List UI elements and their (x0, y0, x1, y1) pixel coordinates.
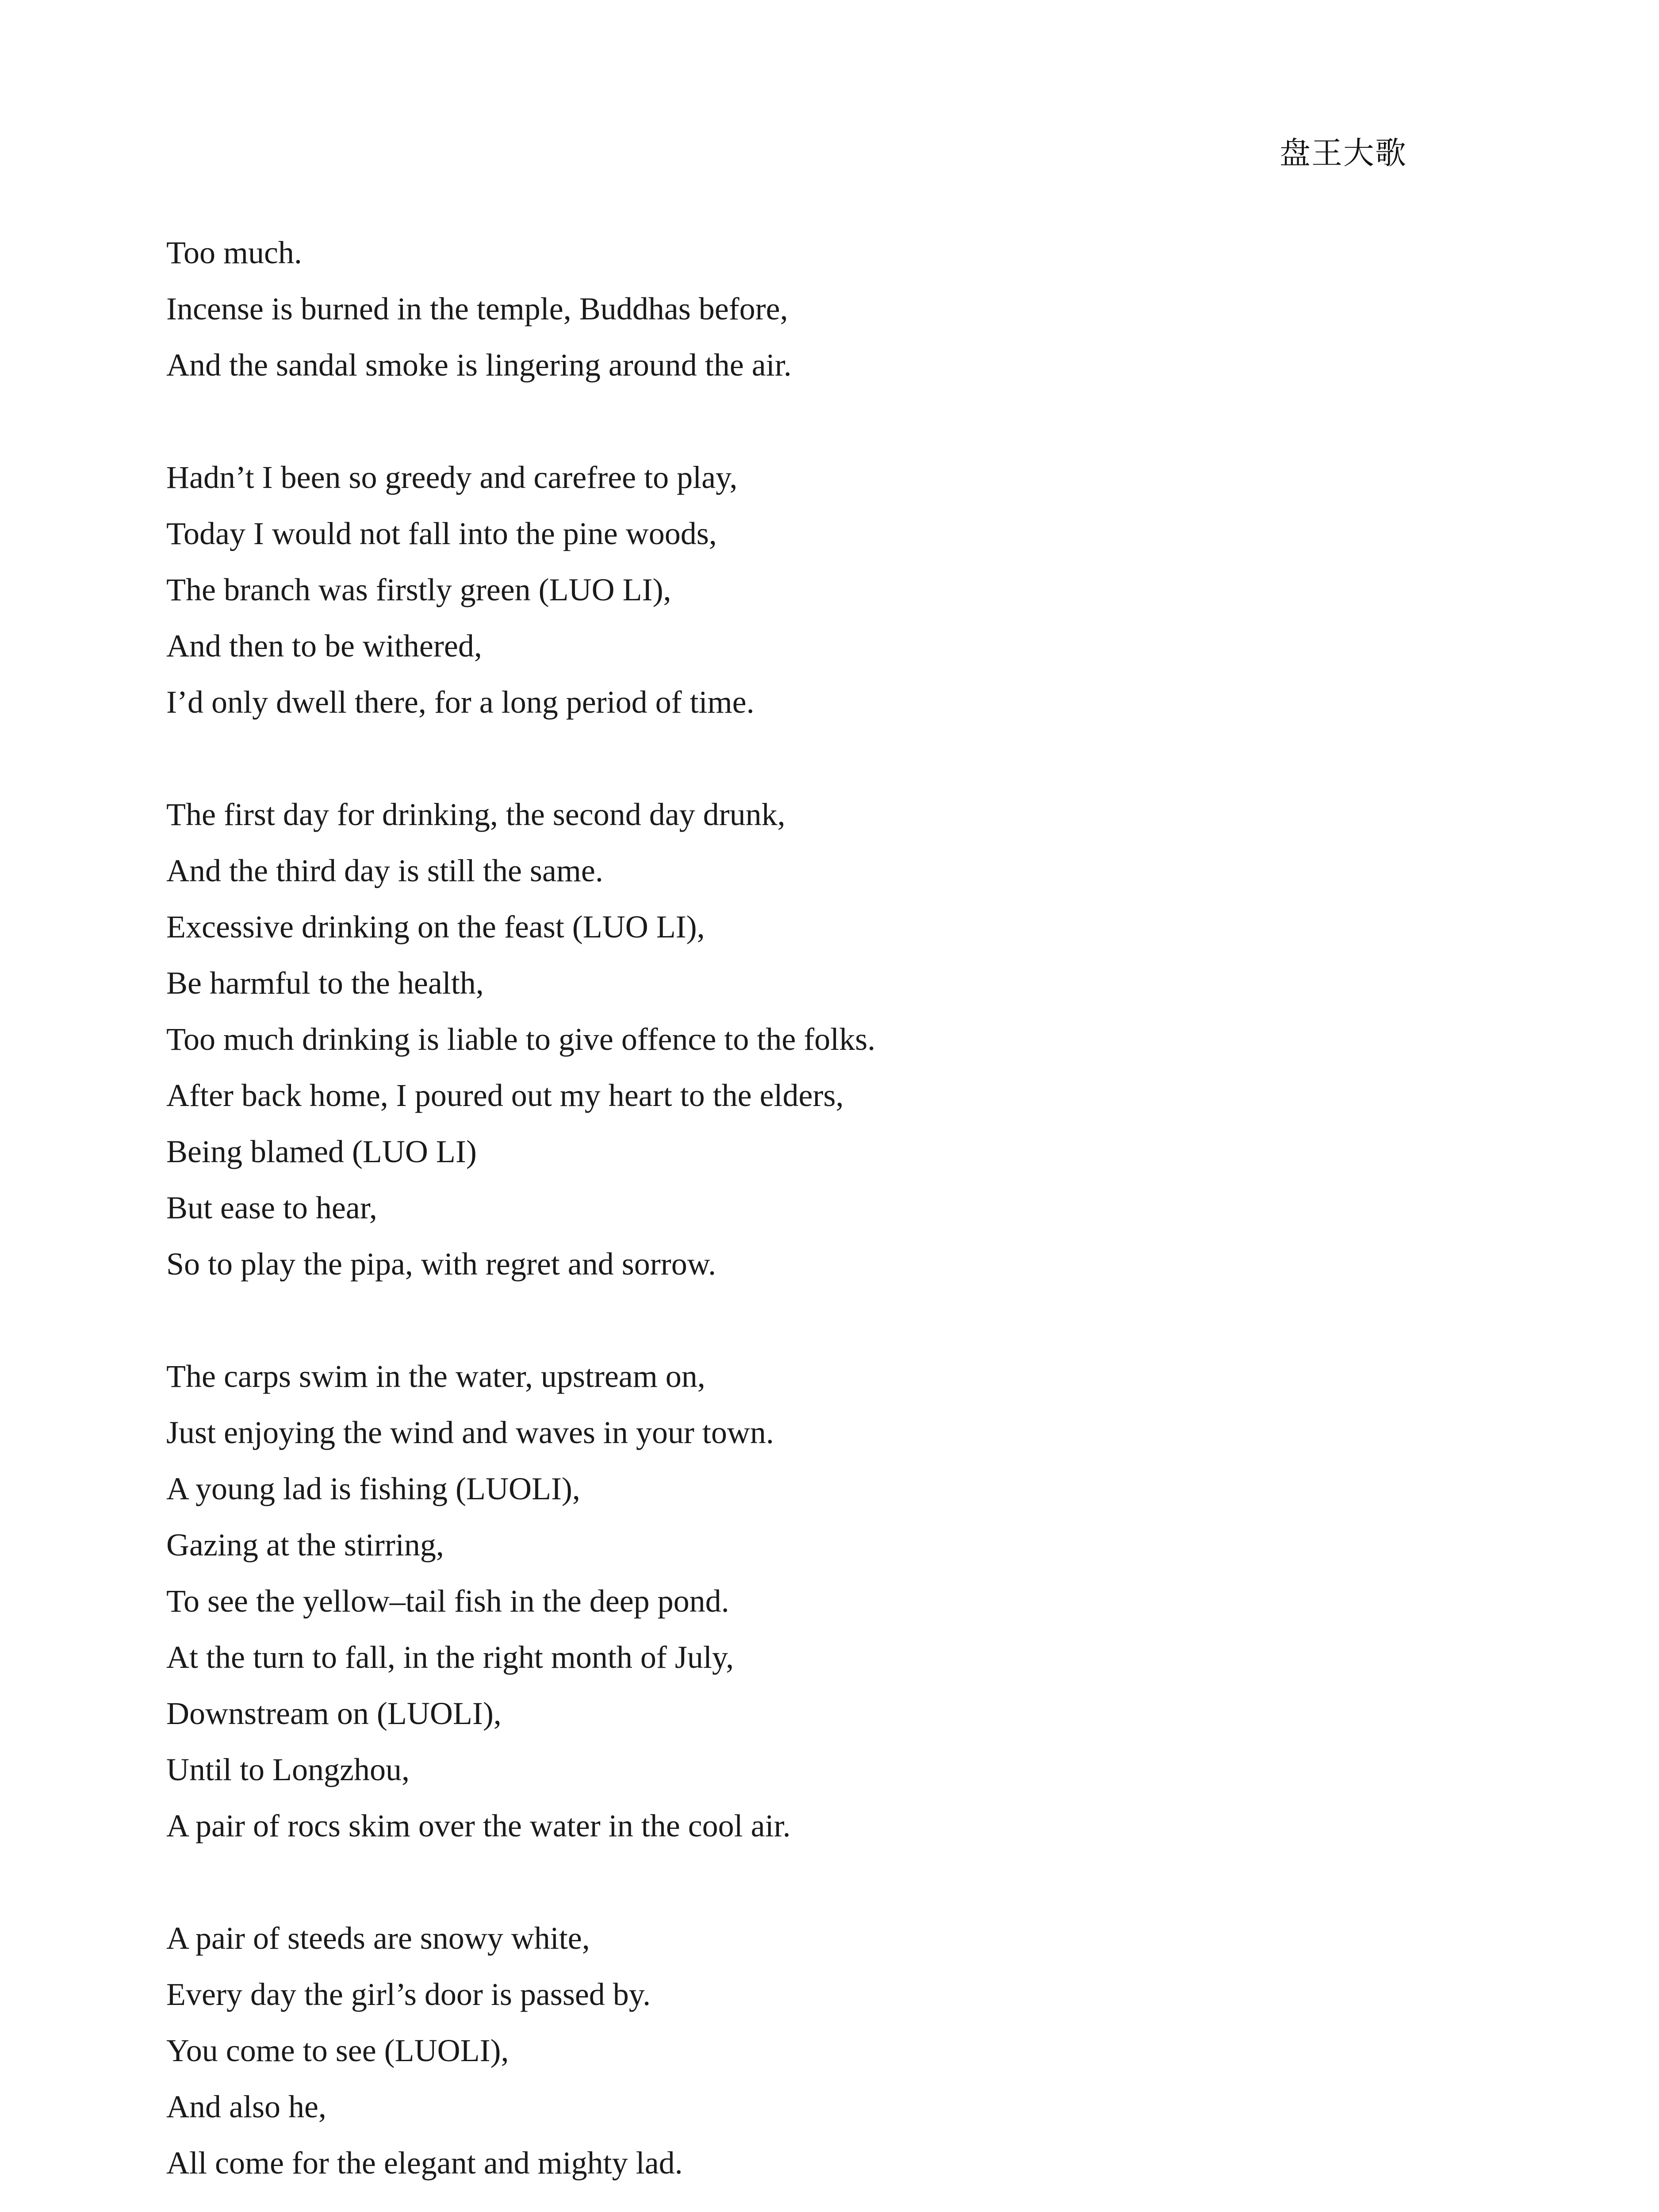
poem-line: Just enjoying the wind and waves in your town. (166, 1415, 774, 1450)
poem-line: A pair of steeds are snowy white, (166, 1920, 590, 1956)
poem-line: Gazing at the stirring, (166, 1527, 444, 1563)
poem-line: The branch was firstly green (LUO LI), (166, 572, 671, 607)
poem-line: Incense is burned in the temple, Buddhas before, (166, 291, 788, 326)
poem-line: Downstream on (LUOLI), (166, 1696, 502, 1731)
poem-line: To see the yellow–tail fish in the deep pond. (166, 1583, 729, 1619)
poem-line: I’d only dwell there, for a long period of time. (166, 684, 755, 720)
poem-line: A pair of rocs skim over the water in the cool air. (166, 1808, 791, 1843)
poem-line: But ease to hear, (166, 1190, 377, 1225)
poem-line: And the third day is still the same. (166, 853, 603, 888)
poem-line: You come to see (LUOLI), (166, 2033, 509, 2068)
poem-line: A young lad is fishing (LUOLI), (166, 1471, 580, 1506)
poem-line: Being blamed (LUO LI) (166, 1134, 477, 1169)
poem-line: Today I would not fall into the pine woods, (166, 516, 717, 551)
poem-line: Hadn’t I been so greedy and carefree to play, (166, 460, 738, 495)
poem-line: The first day for drinking, the second day drunk, (166, 797, 785, 832)
poem-line: And the sandal smoke is lingering around the air. (166, 347, 792, 383)
stanza-5 (166, 1910, 1449, 2191)
poem-line: The carps swim in the water, upstream on, (166, 1359, 705, 1394)
stanza-1 (166, 225, 1449, 393)
poem-line: And also he, (166, 2089, 326, 2124)
poem-line: Until to Longzhou, (166, 1752, 410, 1787)
stanza-3 (166, 787, 1449, 1292)
poem-line: All come for the elegant and mighty lad. (166, 2145, 683, 2181)
running-header-title: 盘王大歌 (1280, 135, 1407, 171)
poem-line: Too much. (166, 235, 302, 270)
poem-body (166, 225, 1449, 2212)
stanza-2 (166, 449, 1449, 730)
poem-line: Excessive drinking on the feast (LUO LI), (166, 909, 705, 945)
poem-line: So to play the pipa, with regret and sorrow. (166, 1246, 716, 1282)
poem-line: After back home, I poured out my heart to the elders, (166, 1078, 844, 1113)
poem-line: Too much drinking is liable to give offence to the folks. (166, 1022, 876, 1057)
stanza-4 (166, 1348, 1449, 1854)
poem-line: Every day the girl’s door is passed by. (166, 1977, 651, 2012)
poem-line: Be harmful to the health, (166, 965, 484, 1001)
poem-line: And then to be withered, (166, 628, 482, 664)
poem-line: At the turn to fall, in the right month of July, (166, 1640, 734, 1675)
